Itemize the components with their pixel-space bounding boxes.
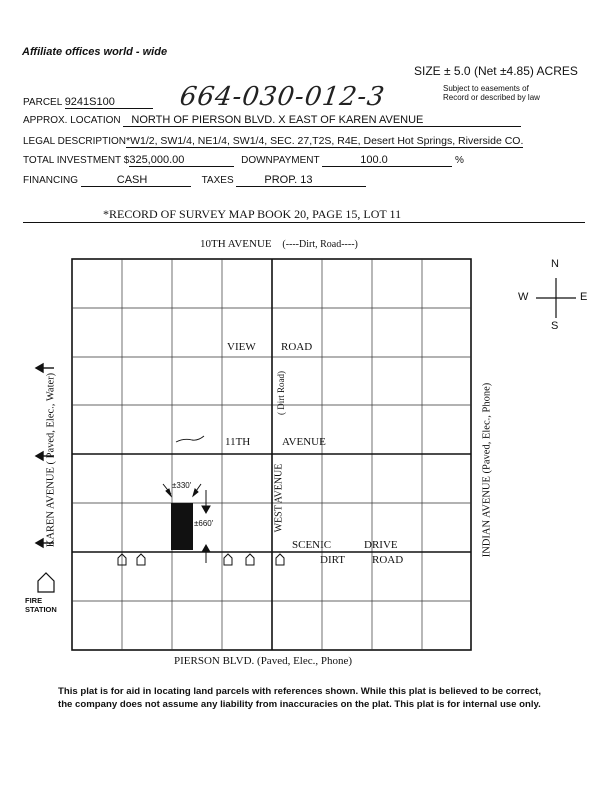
- karen-avenue-label: KAREN AVENUE ( Paved, Elec., Water): [45, 372, 57, 548]
- top-road-label: [200, 238, 358, 250]
- disclaimer: [58, 685, 541, 711]
- house-icons: [118, 554, 284, 565]
- taxes-label: TAXES: [201, 175, 234, 186]
- compass-rose: [536, 278, 576, 318]
- parcel-width-dimension: ±330': [172, 481, 192, 490]
- compass-w: W: [518, 291, 529, 303]
- downpayment-value: 100.0: [322, 154, 452, 167]
- indian-avenue-label: INDIAN AVENUE (Paved, Elec., Phone): [481, 382, 493, 558]
- handwritten-parcel-number: 664-030-012-3: [177, 82, 387, 112]
- scenic-drive-label-b: DRIVE: [364, 539, 398, 551]
- fire-station-line-1: FIRE: [25, 596, 43, 605]
- dirt-road-label-b: ROAD: [372, 554, 404, 566]
- compass-e: E: [580, 291, 588, 303]
- view-road-label-b: ROAD: [281, 341, 313, 353]
- compass-s: S: [551, 320, 559, 332]
- parcel-height-dimension: ±660': [194, 519, 214, 528]
- percent-sign: %: [455, 155, 464, 166]
- financing-value: CASH: [81, 174, 191, 187]
- affiliate-offices-text: Affiliate offices world - wide: [22, 46, 168, 58]
- parcel-value: 9241S100: [65, 96, 153, 109]
- subject-parcel: [171, 503, 193, 550]
- disclaimer-line-2: the company does not assume any liability from inaccuracies on the plat. This plat is for internal use only.: [58, 699, 541, 710]
- easements-line-2: Record or described by law: [443, 93, 540, 102]
- downpayment-label: DOWNPAYMENT: [241, 155, 320, 166]
- financing-label: FINANCING: [23, 175, 78, 186]
- fire-station-line-2: STATION: [25, 605, 57, 614]
- west-avenue-label: WEST AVENUE: [273, 463, 285, 533]
- fire-station-label: [25, 596, 57, 614]
- compass-n: N: [551, 258, 559, 270]
- total-investment-label: TOTAL INVESTMENT $: [23, 155, 130, 166]
- fire-station-icon: [38, 573, 54, 592]
- legal-description-value: *W1/2, SW1/4, NE1/4, SW1/4, SEC. 27,T2S, R4E, Desert Hot Springs, Riverside CO.: [126, 135, 524, 147]
- parcel-label: PARCEL: [23, 97, 62, 108]
- easements-line-1: Subject to easements of: [443, 84, 529, 93]
- dirt-road-label-a: DIRT: [320, 554, 346, 566]
- handwritten-mark: [176, 436, 204, 442]
- approx-location-value: NORTH OF PIERSON BLVD. X EAST OF KAREN AVENUE: [123, 114, 521, 127]
- tenth-avenue-label: 10TH AVENUE: [200, 238, 272, 250]
- dirt-road-vertical-label: ( Dirt Road): [276, 371, 286, 415]
- legal-description-label: LEGAL DESCRIPTION: [23, 136, 126, 147]
- pierson-blvd-label: PIERSON BLVD. (Paved, Elec., Phone): [174, 655, 353, 667]
- scenic-drive-label-a: SCENIC: [292, 539, 332, 551]
- disclaimer-line-1: This plat is for aid in locating land parcels with references shown. While this plat is believed to be correct,: [58, 686, 541, 697]
- eleventh-avenue-label-a: 11TH: [225, 436, 251, 448]
- total-investment-value: 325,000.00: [129, 154, 234, 167]
- record-of-survey: *RECORD OF SURVEY MAP BOOK 20, PAGE 15, LOT 11: [103, 207, 402, 221]
- eleventh-avenue-label-b: AVENUE: [282, 436, 326, 448]
- taxes-value: PROP. 13: [236, 174, 366, 187]
- top-road-note: (----Dirt, Road----): [282, 239, 358, 250]
- view-road-label-a: VIEW: [227, 341, 256, 353]
- size-acres: SIZE ± 5.0 (Net ±4.85) ACRES: [414, 64, 578, 78]
- approx-location-label: APPROX. LOCATION: [23, 115, 121, 126]
